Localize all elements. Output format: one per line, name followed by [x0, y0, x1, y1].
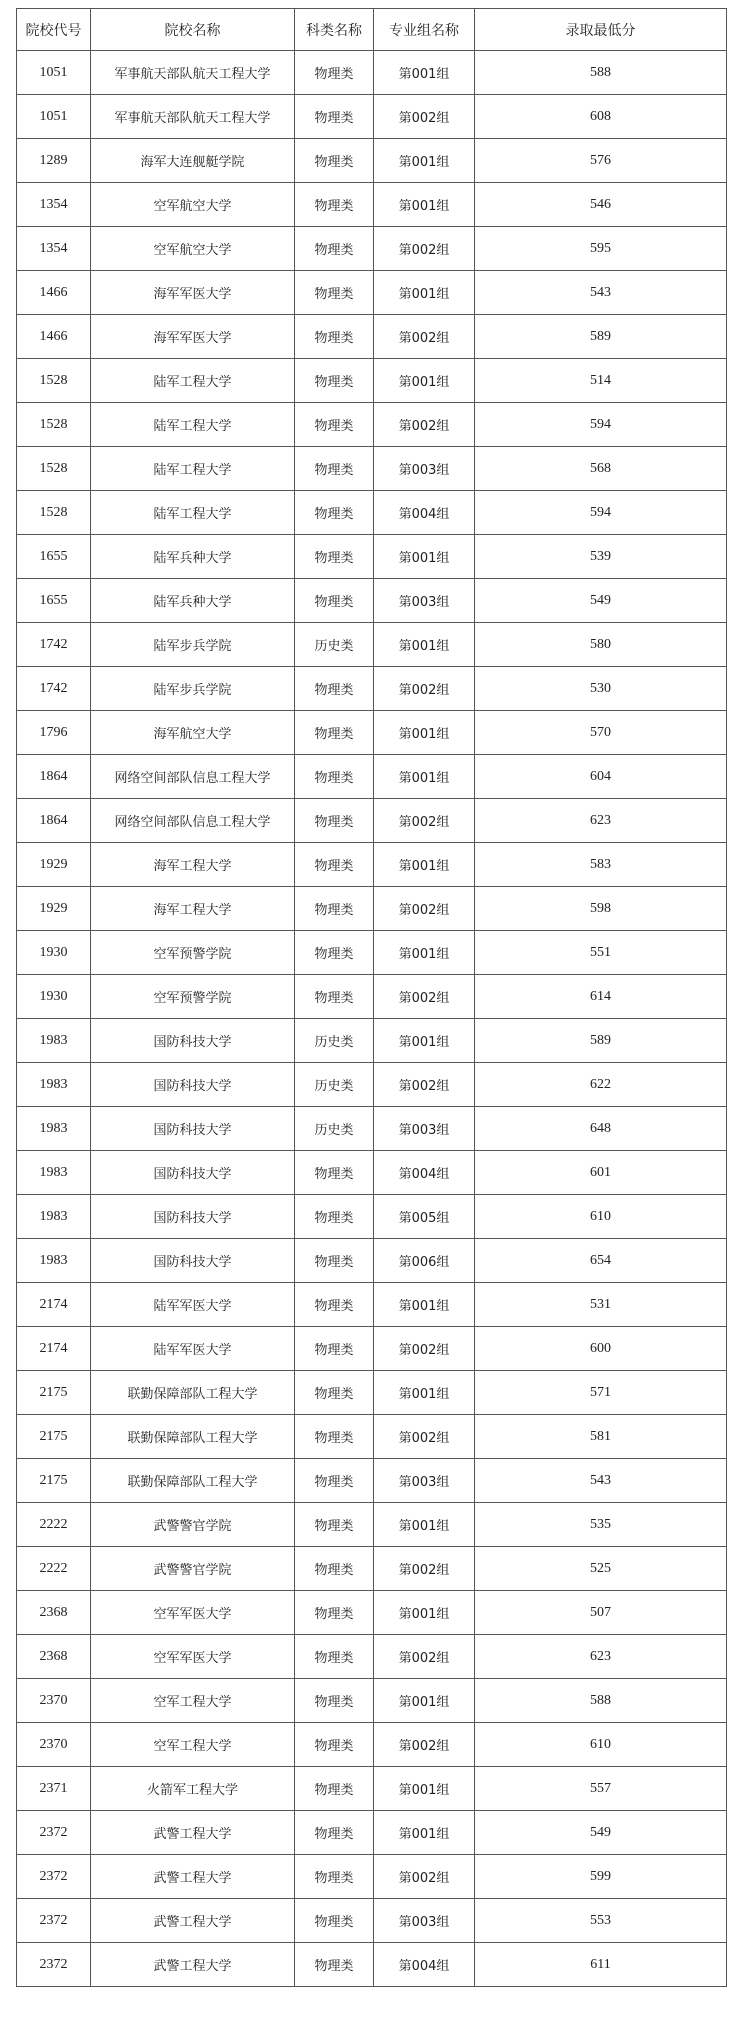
cell-school-code: 1864: [17, 799, 91, 843]
cell-min-score: 595: [475, 227, 727, 271]
cell-subject-category: 物理类: [295, 1723, 374, 1767]
cell-min-score: 589: [475, 315, 727, 359]
header-min-score: 录取最低分: [475, 9, 727, 51]
cell-min-score: 588: [475, 1679, 727, 1723]
cell-subject-category: 物理类: [295, 183, 374, 227]
table-row: [17, 271, 727, 315]
cell-major-group: 第003组: [374, 1899, 475, 1943]
cell-subject-category: 物理类: [295, 1547, 374, 1591]
cell-min-score: 622: [475, 1063, 727, 1107]
cell-min-score: 600: [475, 1327, 727, 1371]
table-row: [17, 1151, 727, 1195]
cell-school-code: 1983: [17, 1239, 91, 1283]
cell-min-score: 530: [475, 667, 727, 711]
cell-school-code: 2372: [17, 1899, 91, 1943]
cell-major-group: 第002组: [374, 403, 475, 447]
cell-subject-category: 物理类: [295, 1459, 374, 1503]
cell-min-score: 594: [475, 403, 727, 447]
cell-subject-category: 物理类: [295, 403, 374, 447]
cell-school-name: 国防科技大学: [91, 1019, 295, 1063]
cell-min-score: 580: [475, 623, 727, 667]
cell-school-name: 武警工程大学: [91, 1899, 295, 1943]
cell-school-code: 1528: [17, 359, 91, 403]
cell-major-group: 第001组: [374, 51, 475, 95]
table-row: [17, 1899, 727, 1943]
table-row: [17, 931, 727, 975]
cell-min-score: 614: [475, 975, 727, 1019]
table-row: [17, 1459, 727, 1503]
cell-school-name: 海军工程大学: [91, 843, 295, 887]
cell-school-code: 1655: [17, 579, 91, 623]
cell-subject-category: 物理类: [295, 931, 374, 975]
cell-min-score: 507: [475, 1591, 727, 1635]
cell-major-group: 第003组: [374, 1107, 475, 1151]
cell-major-group: 第004组: [374, 491, 475, 535]
cell-subject-category: 物理类: [295, 271, 374, 315]
cell-school-code: 2174: [17, 1283, 91, 1327]
table-row: [17, 711, 727, 755]
cell-min-score: 648: [475, 1107, 727, 1151]
table-row: [17, 491, 727, 535]
cell-min-score: 589: [475, 1019, 727, 1063]
cell-subject-category: 物理类: [295, 491, 374, 535]
cell-school-code: 2370: [17, 1679, 91, 1723]
table-row: [17, 1063, 727, 1107]
table-row: [17, 1811, 727, 1855]
cell-min-score: 588: [475, 51, 727, 95]
cell-school-name: 网络空间部队信息工程大学: [91, 799, 295, 843]
cell-school-name: 空军工程大学: [91, 1679, 295, 1723]
header-subject-category: 科类名称: [295, 9, 374, 51]
cell-major-group: 第003组: [374, 579, 475, 623]
cell-school-name: 陆军工程大学: [91, 447, 295, 491]
cell-major-group: 第006组: [374, 1239, 475, 1283]
cell-school-code: 1655: [17, 535, 91, 579]
cell-major-group: 第001组: [374, 843, 475, 887]
cell-min-score: 514: [475, 359, 727, 403]
cell-school-code: 1051: [17, 95, 91, 139]
cell-min-score: 546: [475, 183, 727, 227]
cell-school-code: 1466: [17, 315, 91, 359]
table-row: [17, 1415, 727, 1459]
cell-major-group: 第002组: [374, 1723, 475, 1767]
cell-school-code: 1051: [17, 51, 91, 95]
table-row: [17, 1635, 727, 1679]
cell-school-name: 国防科技大学: [91, 1063, 295, 1107]
cell-school-name: 陆军军医大学: [91, 1283, 295, 1327]
cell-school-code: 1528: [17, 447, 91, 491]
cell-min-score: 610: [475, 1195, 727, 1239]
cell-min-score: 571: [475, 1371, 727, 1415]
cell-min-score: 599: [475, 1855, 727, 1899]
table-row: [17, 1195, 727, 1239]
cell-min-score: 539: [475, 535, 727, 579]
table-row: [17, 183, 727, 227]
cell-major-group: 第002组: [374, 667, 475, 711]
cell-major-group: 第003组: [374, 447, 475, 491]
cell-major-group: 第004组: [374, 1943, 475, 1987]
cell-school-name: 海军军医大学: [91, 271, 295, 315]
cell-school-name: 空军航空大学: [91, 227, 295, 271]
cell-school-name: 陆军军医大学: [91, 1327, 295, 1371]
cell-school-name: 武警警官学院: [91, 1547, 295, 1591]
cell-min-score: 576: [475, 139, 727, 183]
cell-school-code: 1929: [17, 843, 91, 887]
cell-subject-category: 物理类: [295, 975, 374, 1019]
cell-school-code: 1983: [17, 1195, 91, 1239]
table-row: [17, 975, 727, 1019]
table-row: [17, 1327, 727, 1371]
cell-subject-category: 历史类: [295, 1063, 374, 1107]
cell-min-score: 608: [475, 95, 727, 139]
cell-subject-category: 物理类: [295, 1591, 374, 1635]
table-row: [17, 1283, 727, 1327]
cell-min-score: 525: [475, 1547, 727, 1591]
cell-subject-category: 物理类: [295, 755, 374, 799]
cell-school-name: 国防科技大学: [91, 1151, 295, 1195]
cell-subject-category: 物理类: [295, 1855, 374, 1899]
cell-school-code: 2371: [17, 1767, 91, 1811]
cell-subject-category: 物理类: [295, 799, 374, 843]
cell-subject-category: 物理类: [295, 315, 374, 359]
cell-school-name: 空军预警学院: [91, 975, 295, 1019]
cell-school-code: 2372: [17, 1855, 91, 1899]
cell-subject-category: 历史类: [295, 623, 374, 667]
cell-min-score: 557: [475, 1767, 727, 1811]
cell-min-score: 583: [475, 843, 727, 887]
table-row: [17, 315, 727, 359]
cell-subject-category: 物理类: [295, 887, 374, 931]
cell-major-group: 第001组: [374, 359, 475, 403]
cell-min-score: 611: [475, 1943, 727, 1987]
cell-school-code: 2372: [17, 1811, 91, 1855]
cell-school-code: 1930: [17, 975, 91, 1019]
cell-min-score: 549: [475, 1811, 727, 1855]
cell-major-group: 第001组: [374, 1503, 475, 1547]
cell-major-group: 第002组: [374, 975, 475, 1019]
cell-subject-category: 物理类: [295, 227, 374, 271]
table-row: [17, 843, 727, 887]
cell-min-score: 604: [475, 755, 727, 799]
cell-school-name: 空军工程大学: [91, 1723, 295, 1767]
cell-school-code: 2372: [17, 1943, 91, 1987]
cell-min-score: 594: [475, 491, 727, 535]
cell-school-code: 2222: [17, 1503, 91, 1547]
cell-major-group: 第001组: [374, 1591, 475, 1635]
cell-subject-category: 物理类: [295, 1195, 374, 1239]
cell-school-name: 火箭军工程大学: [91, 1767, 295, 1811]
table-row: [17, 623, 727, 667]
header-school-code: 院校代号: [17, 9, 91, 51]
cell-school-name: 网络空间部队信息工程大学: [91, 755, 295, 799]
cell-school-name: 军事航天部队航天工程大学: [91, 51, 295, 95]
cell-subject-category: 物理类: [295, 359, 374, 403]
cell-min-score: 601: [475, 1151, 727, 1195]
cell-school-name: 海军航空大学: [91, 711, 295, 755]
cell-major-group: 第002组: [374, 1547, 475, 1591]
cell-school-name: 陆军工程大学: [91, 359, 295, 403]
cell-major-group: 第002组: [374, 1327, 475, 1371]
cell-major-group: 第001组: [374, 931, 475, 975]
cell-school-name: 海军工程大学: [91, 887, 295, 931]
cell-school-name: 陆军兵种大学: [91, 579, 295, 623]
cell-subject-category: 物理类: [295, 447, 374, 491]
cell-min-score: 543: [475, 1459, 727, 1503]
table-row: [17, 535, 727, 579]
cell-min-score: 654: [475, 1239, 727, 1283]
cell-school-code: 2368: [17, 1635, 91, 1679]
cell-major-group: 第002组: [374, 95, 475, 139]
cell-subject-category: 物理类: [295, 1283, 374, 1327]
table-row: [17, 887, 727, 931]
cell-min-score: 623: [475, 1635, 727, 1679]
cell-subject-category: 物理类: [295, 1767, 374, 1811]
cell-school-code: 2222: [17, 1547, 91, 1591]
cell-school-name: 空军预警学院: [91, 931, 295, 975]
table-row: [17, 1723, 727, 1767]
cell-school-name: 武警工程大学: [91, 1811, 295, 1855]
table-row: [17, 1547, 727, 1591]
cell-school-name: 武警工程大学: [91, 1943, 295, 1987]
cell-major-group: 第002组: [374, 1063, 475, 1107]
cell-major-group: 第001组: [374, 535, 475, 579]
cell-subject-category: 物理类: [295, 1943, 374, 1987]
cell-min-score: 581: [475, 1415, 727, 1459]
cell-major-group: 第001组: [374, 183, 475, 227]
cell-school-code: 1742: [17, 667, 91, 711]
cell-subject-category: 物理类: [295, 1151, 374, 1195]
cell-subject-category: 物理类: [295, 51, 374, 95]
cell-major-group: 第001组: [374, 755, 475, 799]
cell-min-score: 570: [475, 711, 727, 755]
cell-school-name: 陆军工程大学: [91, 403, 295, 447]
cell-school-name: 国防科技大学: [91, 1107, 295, 1151]
cell-subject-category: 物理类: [295, 667, 374, 711]
cell-school-code: 2174: [17, 1327, 91, 1371]
cell-school-name: 海军大连舰艇学院: [91, 139, 295, 183]
cell-min-score: 610: [475, 1723, 727, 1767]
cell-subject-category: 物理类: [295, 1415, 374, 1459]
cell-school-name: 海军军医大学: [91, 315, 295, 359]
cell-school-name: 空军航空大学: [91, 183, 295, 227]
cell-school-name: 陆军步兵学院: [91, 623, 295, 667]
cell-school-name: 陆军工程大学: [91, 491, 295, 535]
table-row: [17, 447, 727, 491]
cell-major-group: 第003组: [374, 1459, 475, 1503]
table-row: [17, 1503, 727, 1547]
cell-school-code: 1983: [17, 1151, 91, 1195]
cell-min-score: 623: [475, 799, 727, 843]
cell-school-name: 空军军医大学: [91, 1591, 295, 1635]
cell-subject-category: 历史类: [295, 1107, 374, 1151]
cell-school-name: 联勤保障部队工程大学: [91, 1371, 295, 1415]
table-row: [17, 579, 727, 623]
cell-major-group: 第004组: [374, 1151, 475, 1195]
cell-school-name: 武警警官学院: [91, 1503, 295, 1547]
cell-school-code: 1983: [17, 1107, 91, 1151]
cell-min-score: 535: [475, 1503, 727, 1547]
cell-major-group: 第002组: [374, 315, 475, 359]
cell-school-name: 空军军医大学: [91, 1635, 295, 1679]
cell-subject-category: 物理类: [295, 95, 374, 139]
cell-school-code: 1528: [17, 403, 91, 447]
cell-major-group: 第002组: [374, 227, 475, 271]
cell-subject-category: 物理类: [295, 1503, 374, 1547]
cell-school-code: 2175: [17, 1371, 91, 1415]
cell-school-name: 陆军兵种大学: [91, 535, 295, 579]
cell-subject-category: 历史类: [295, 1019, 374, 1063]
cell-school-code: 2175: [17, 1415, 91, 1459]
cell-school-code: 2370: [17, 1723, 91, 1767]
table-row: [17, 1679, 727, 1723]
cell-subject-category: 物理类: [295, 535, 374, 579]
table-row: [17, 1371, 727, 1415]
cell-major-group: 第002组: [374, 1855, 475, 1899]
cell-major-group: 第001组: [374, 1371, 475, 1415]
table-row: [17, 667, 727, 711]
cell-major-group: 第001组: [374, 271, 475, 315]
table-row: [17, 1019, 727, 1063]
cell-school-name: 军事航天部队航天工程大学: [91, 95, 295, 139]
cell-major-group: 第002组: [374, 1415, 475, 1459]
cell-subject-category: 物理类: [295, 1679, 374, 1723]
cell-subject-category: 物理类: [295, 1811, 374, 1855]
table-row: [17, 227, 727, 271]
header-major-group: 专业组名称: [374, 9, 475, 51]
cell-major-group: 第002组: [374, 799, 475, 843]
cell-major-group: 第001组: [374, 623, 475, 667]
cell-major-group: 第001组: [374, 1767, 475, 1811]
cell-major-group: 第001组: [374, 1283, 475, 1327]
cell-major-group: 第002组: [374, 1635, 475, 1679]
header-row: [17, 9, 727, 51]
cell-school-code: 1354: [17, 227, 91, 271]
cell-major-group: 第001组: [374, 711, 475, 755]
table-row: [17, 403, 727, 447]
cell-school-name: 武警工程大学: [91, 1855, 295, 1899]
cell-subject-category: 物理类: [295, 843, 374, 887]
table-row: [17, 799, 727, 843]
cell-subject-category: 物理类: [295, 1239, 374, 1283]
cell-major-group: 第001组: [374, 1679, 475, 1723]
cell-school-name: 联勤保障部队工程大学: [91, 1459, 295, 1503]
cell-school-name: 国防科技大学: [91, 1239, 295, 1283]
table-row: [17, 1767, 727, 1811]
cell-school-code: 1742: [17, 623, 91, 667]
cell-school-code: 1796: [17, 711, 91, 755]
cell-school-name: 陆军步兵学院: [91, 667, 295, 711]
table-row: [17, 139, 727, 183]
cell-min-score: 549: [475, 579, 727, 623]
cell-subject-category: 物理类: [295, 1899, 374, 1943]
cell-school-code: 1864: [17, 755, 91, 799]
cell-min-score: 598: [475, 887, 727, 931]
cell-major-group: 第001组: [374, 1019, 475, 1063]
cell-school-code: 1929: [17, 887, 91, 931]
table-row: [17, 359, 727, 403]
table-header: [17, 9, 727, 51]
cell-min-score: 553: [475, 1899, 727, 1943]
cell-subject-category: 物理类: [295, 1327, 374, 1371]
cell-school-code: 2175: [17, 1459, 91, 1503]
table-row: [17, 1943, 727, 1987]
cell-subject-category: 物理类: [295, 711, 374, 755]
cell-school-code: 1930: [17, 931, 91, 975]
cell-subject-category: 物理类: [295, 1635, 374, 1679]
cell-school-code: 2368: [17, 1591, 91, 1635]
table-row: [17, 1591, 727, 1635]
cell-school-code: 1983: [17, 1019, 91, 1063]
cell-major-group: 第001组: [374, 1811, 475, 1855]
cell-major-group: 第005组: [374, 1195, 475, 1239]
cell-school-code: 1289: [17, 139, 91, 183]
cell-school-code: 1983: [17, 1063, 91, 1107]
cell-subject-category: 物理类: [295, 1371, 374, 1415]
table-row: [17, 755, 727, 799]
table-row: [17, 51, 727, 95]
cell-min-score: 551: [475, 931, 727, 975]
cell-school-code: 1466: [17, 271, 91, 315]
cell-major-group: 第001组: [374, 139, 475, 183]
cell-school-code: 1354: [17, 183, 91, 227]
cell-school-name: 国防科技大学: [91, 1195, 295, 1239]
header-school-name: 院校名称: [91, 9, 295, 51]
cell-min-score: 568: [475, 447, 727, 491]
cell-subject-category: 物理类: [295, 579, 374, 623]
cell-min-score: 531: [475, 1283, 727, 1327]
cell-school-code: 1528: [17, 491, 91, 535]
table-row: [17, 95, 727, 139]
table-row: [17, 1855, 727, 1899]
cell-subject-category: 物理类: [295, 139, 374, 183]
table-row: [17, 1107, 727, 1151]
admission-score-table: [16, 8, 727, 1987]
cell-min-score: 543: [475, 271, 727, 315]
cell-major-group: 第002组: [374, 887, 475, 931]
cell-school-name: 联勤保障部队工程大学: [91, 1415, 295, 1459]
table-body: [17, 51, 727, 1987]
table-row: [17, 1239, 727, 1283]
